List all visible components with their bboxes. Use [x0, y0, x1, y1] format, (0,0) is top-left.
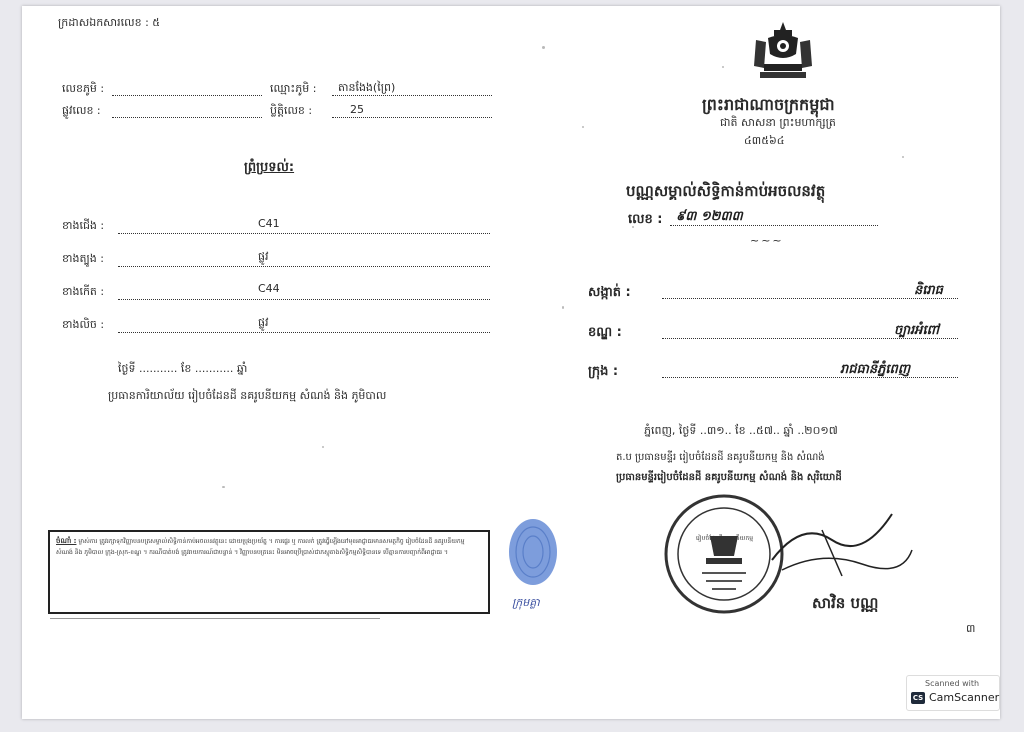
page-mark: ៣: [966, 622, 976, 635]
boundaries-title: ព្រំប្រទល់:: [244, 160, 295, 175]
scan-speck: [222, 486, 225, 488]
address-label: ខណ្ឌ :: [588, 325, 622, 340]
boundary-label: ខាងលិច :: [62, 318, 105, 331]
national-motto: ជាតិ សាសនា ព្រះមហាក្សត្រ: [720, 116, 836, 129]
dotted-line: [118, 233, 490, 234]
camscanner-name: CamScanner: [929, 691, 1000, 704]
scan-speck: [542, 46, 545, 49]
page-number: ក្រដាសឯកសារលេខ : ៥: [58, 16, 161, 29]
date-line: ថ្ងៃទី ........... ខែ ........... ឆ្នាំ: [118, 362, 248, 375]
boundary-value: C44: [258, 282, 280, 295]
camscanner-watermark: [906, 675, 1000, 711]
boundary-label: ខាងជើង :: [62, 219, 105, 232]
dotted-line: [332, 117, 492, 118]
divider: [50, 618, 380, 619]
boundary-label: ខាងត្បូង :: [62, 252, 104, 265]
dotted-line: [662, 377, 958, 378]
field-value: តានងែង(ព្រៃ): [338, 81, 396, 94]
scan-speck: [722, 66, 724, 68]
boundary-label: ខាងកើត :: [62, 285, 105, 298]
kingdom-title: ព្រះរាជាណាចក្រកម្ពុជា: [702, 95, 835, 114]
document-page: [22, 6, 1000, 719]
certificate-number: ៩៣ ១២៣៣: [676, 209, 743, 224]
sub-mark: ~~~: [750, 234, 784, 247]
field-value: 25: [350, 103, 364, 116]
thumb-label: ក្រុមគ្លា: [512, 596, 540, 609]
note-box: [48, 530, 490, 614]
address-value: ច្បារអំពៅ: [894, 323, 939, 338]
signature: [762, 500, 922, 590]
address-label: សង្កាត់ :: [588, 285, 631, 300]
boundary-value: ផ្លូវ: [258, 316, 269, 329]
scan-speck: [322, 446, 324, 448]
field-label: លេខភូមិ :: [62, 82, 105, 95]
dotted-line: [118, 266, 490, 267]
royal-emblem-icon: [750, 20, 816, 82]
certificate-title: បណ្ណសម្គាល់សិទ្ធិកាន់កាប់អចលនវត្ថុ: [626, 182, 826, 200]
address-label: ក្រុង :: [588, 364, 619, 379]
field-label: ផ្លូវលេខ :: [62, 104, 101, 117]
boundary-value: C41: [258, 217, 280, 230]
field-label: ឈ្មោះភូមិ :: [270, 82, 317, 95]
dotted-line: [118, 299, 490, 300]
field-label: ប្លិត្តិលេខ :: [270, 104, 313, 117]
signer-name: សាវិន បណ្ណ: [812, 594, 879, 612]
boundary-value: ផ្លូវ: [258, 250, 269, 263]
address-value: និរោធ: [914, 283, 943, 298]
on-behalf-line-1: ត.ប ប្រធានមន្ទីរ រៀបចំដែនដី នគរូបនីយកម្ម និង សំណង់: [616, 452, 825, 463]
scan-speck: [562, 306, 564, 309]
dotted-line: [112, 117, 262, 118]
ornament: ៤៣៥៦៤: [744, 134, 785, 147]
number-label: លេខ :: [628, 212, 663, 227]
note-text: ម្ចាស់ការ ត្រូវរក្សាទុកវិញ្ញាបនបត្រសម្គាល់សិទ្ធិកាន់កាប់អចលនវត្ថុនេះ ដោយប្រុងប្រយ័ត្ន ។ ការផ្ទេរ ឬ ការលក់ ត្រូវធ្វើឡើងនៅមុខអាជ្ញាធរមានសមត្ថកិច្ច រៀបចំដែនដី នគរូបនីយកម្ម សំណង់ និង ភូមិបាល ក្រុង-ស្រុក-ខណ្ឌ ។ ករណីបាត់បង់ ត្រូវរាយការណ៍ជាបន្ទាន់ ។ វិញ្ញាបនបត្រនេះ មិនអាចប្រើប្រាស់ជាភស្តុតាងសិទ្ធិកម្មសិទ្ធិបានទេ បើគ្មានការបញ្ជាក់ពីអាជ្ញាធរ ។: [56, 538, 465, 556]
scan-speck: [902, 156, 904, 158]
office-name: ប្រធានការិយាល័យ រៀបចំដែនដី នគរូបនីយកម្ម សំណង់ និង ភូមិបាល: [108, 389, 387, 402]
camscanner-logo-icon: CS: [912, 694, 924, 702]
stamp-text: រៀបចំដែនដីនគរូបនីយកម្ម: [696, 535, 754, 542]
thumbprint: [500, 514, 570, 594]
place-date: ភ្នំពេញ, ថ្ងៃទី ..៣១.. ខែ ..៥៧.. ឆ្នាំ ..២០១៧: [644, 424, 838, 437]
scanned-with-text: Scanned with: [925, 679, 980, 688]
address-value: រាជធានីភ្នំពេញ: [840, 362, 911, 377]
scan-speck: [582, 126, 584, 128]
on-behalf-line-2: ប្រធានមន្ទីររៀបចំដែនដី នគរូបនីយកម្ម សំណង់ និង សុរិយោដី: [616, 472, 842, 483]
dotted-line: [112, 95, 262, 96]
note-heading: ចំណាំ :: [56, 537, 77, 545]
dotted-line: [118, 332, 490, 333]
